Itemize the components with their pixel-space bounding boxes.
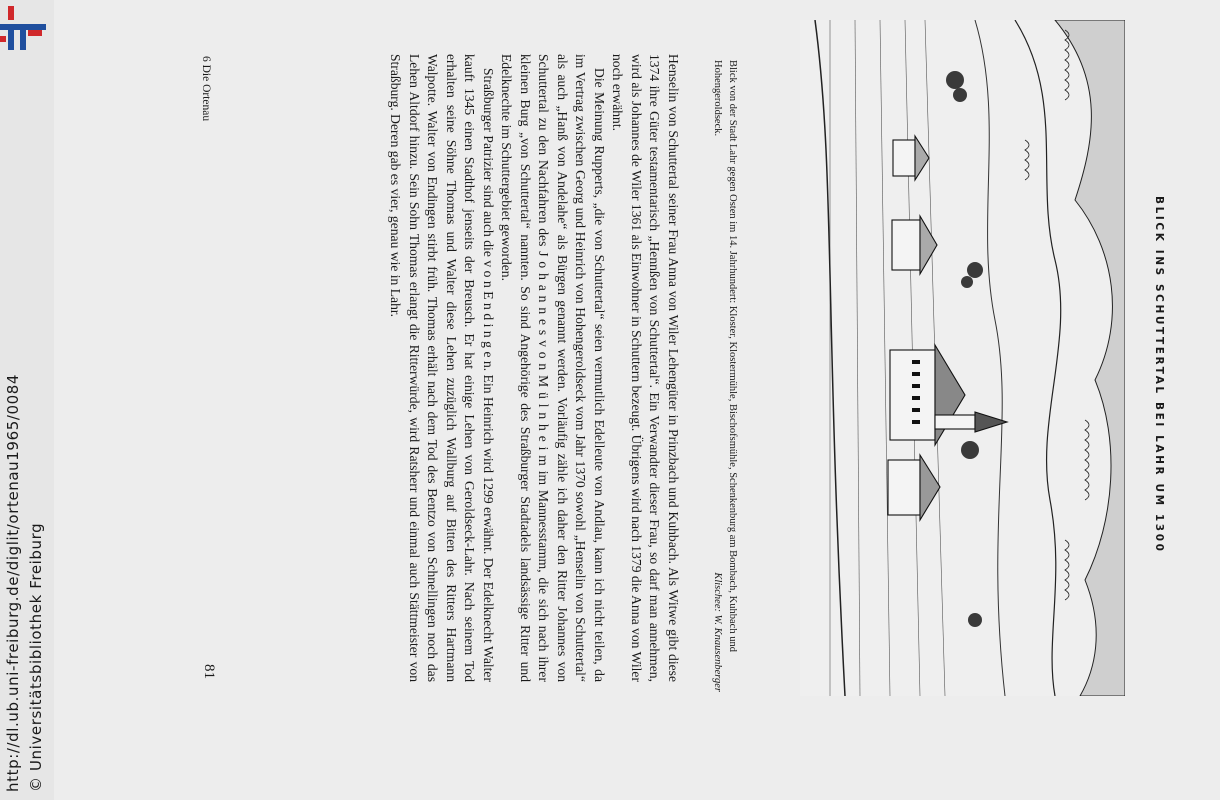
figure-caption [710, 60, 740, 692]
paragraph: Die Meinung Rupperts, „die von Schuttertal“ seien vermutlich Edelleute von Andlau, kann ich nicht teilen, da im Vertrag zwischen Georg und Heinrich von Hohengeroldseck vom Jahr 1370 sowohl „Henselin von Schuttertal“ als auch „Hanß von Andelahe“ als Bürgen genannt werden. Vorläufig zähle ich daher den Ritter Johannes von Schuttertal zu den Nachfahren des J o h a n n e s v o n M ü l n h e i m im Mannesstamm, die sich nach ihrer kleinen Burg „von Schuttertal“ nannten. So sind Angehörige des Straßburger Stadtadels landsässige Ritter und Edelknechte im Schuttergebiet geworden. [499, 54, 607, 682]
viewer-sidebar [0, 0, 54, 800]
landscape-illustration [800, 20, 1125, 696]
paragraph: Henselin von Schuttertal seiner Frau Anna von Wiler Lehengüter in Prinzbach und Kuhbach. Als Witwe gibt diese 1374 ihre Güter testamentarisch „Hennßen von Schuttertal“. Ein Verwandter dieser Frau, so darf man annehmen, wird als Johannes de Wiler 1361 als Einwohner in Schuttern bezeugt. Übrigens wird nach 1379 die Anna von Wiler noch erwähnt. [610, 54, 681, 682]
page-number: 81 [201, 664, 217, 679]
signature-mark: 6 Die Ortenau [200, 56, 212, 122]
body-text [386, 54, 682, 682]
scanned-page [54, 0, 1220, 800]
caption-text: Blick von der Stadt Lahr gegen Osten im 14. Jahrhundert: Kloster, Klostermühle, Bischofsmühle, Schenkenburg am Bombach, Kuhbach und Hohengeroldseck. [712, 60, 738, 652]
caption-credit: Klischee: W. Knausenberger [712, 572, 723, 692]
paragraph: Straßburger Patrizier sind auch die v o n E n d i n g e n. Ein Heinrich wird 1299 erwähnt. Der Edelknecht Walter kauft 1345 einen Stadthof jenseits der Breusch. Er hat einige Lehen von Geroldseck-Lahr. Nach seinem Tod erhalten seine Söhne Thomas und Walter diese Lehen zuzüglich Wallburg auf Bitten des Ritters Hartmann Walpotte. Walter von Endingen stirbt früh. Thomas erhält nach dem Tod des Bentzo von Schnellingen noch das Lehen Altdorf hinzu. Sein Sohn Thomas erlangt die Ritterwürde, wird Ratsherr und einmal auch Stättmeister von Straßburg. Deren gab es vier, genau wie in Lahr. [388, 54, 496, 682]
running-head: BLICK INS SCHUTTERTAL BEI LAHR UM 1300 [1153, 196, 1165, 554]
source-url[interactable]: http://dl.ub.uni-freiburg.de/diglit/ortenau1965/0084 [4, 373, 22, 792]
page-content [54, 0, 1220, 800]
copyright-notice: © Universitätsbibliothek Freiburg [27, 522, 45, 792]
